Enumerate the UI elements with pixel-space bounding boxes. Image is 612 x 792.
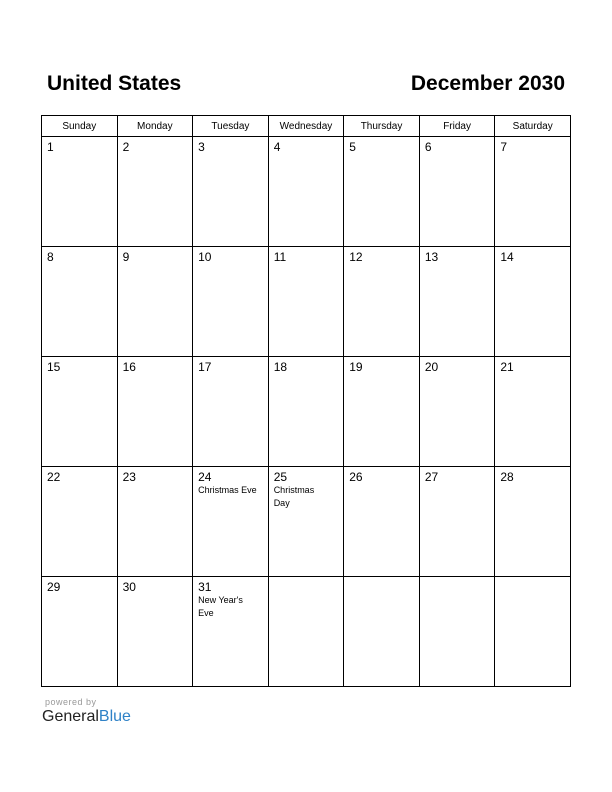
day-number: 5 — [349, 140, 356, 154]
day-cell — [419, 137, 495, 247]
day-number: 20 — [424, 360, 439, 374]
day-cell — [193, 247, 269, 357]
day-cell — [193, 357, 269, 467]
week-row — [42, 357, 571, 467]
weekday-header-row — [42, 116, 571, 137]
day-number: 24 — [198, 470, 212, 484]
month-year-title: December 2030 — [410, 72, 565, 95]
day-cell — [495, 137, 571, 247]
week-row — [42, 247, 571, 357]
day-number: 4 — [273, 140, 281, 154]
day-cell — [419, 247, 495, 357]
day-cell — [419, 467, 495, 577]
day-cell — [419, 357, 495, 467]
day-number: 30 — [122, 580, 136, 594]
day-number: 6 — [424, 140, 432, 154]
day-number: 29 — [47, 580, 61, 594]
day-number: 7 — [500, 140, 508, 154]
day-cell — [193, 467, 269, 577]
day-cell — [42, 137, 118, 247]
day-number: 26 — [349, 470, 363, 484]
day-cell — [495, 247, 571, 357]
day-cell — [268, 247, 344, 357]
day-number: 31 — [198, 580, 212, 594]
day-cell — [344, 357, 420, 467]
day-number: 15 — [47, 360, 61, 374]
week-row — [42, 577, 571, 687]
day-cell — [268, 467, 344, 577]
day-number: 8 — [47, 250, 54, 264]
holiday-label: Eve — [198, 608, 214, 618]
country-title: United States — [47, 72, 182, 95]
day-number: 27 — [424, 470, 439, 484]
weekday-header-friday: Friday — [419, 116, 495, 137]
day-number: 1 — [47, 140, 54, 154]
calendar-grid — [41, 115, 571, 687]
day-cell — [117, 137, 193, 247]
week-row — [42, 137, 571, 247]
holiday-label: Christmas — [273, 485, 315, 495]
day-cell — [117, 247, 193, 357]
weekday-header-monday: Monday — [117, 116, 193, 137]
day-cell — [495, 357, 571, 467]
empty-day-cell — [344, 577, 420, 687]
day-number: 13 — [424, 250, 439, 264]
weekday-header-thursday: Thursday — [344, 116, 420, 137]
day-number: 22 — [47, 470, 61, 484]
day-cell — [117, 467, 193, 577]
day-number: 17 — [198, 360, 212, 374]
day-number: 18 — [273, 360, 288, 374]
empty-day-cell — [268, 577, 344, 687]
weekday-header-tuesday: Tuesday — [193, 116, 269, 137]
day-cell — [268, 137, 344, 247]
day-number: 14 — [500, 250, 514, 264]
day-cell — [42, 467, 118, 577]
holiday-label: Christmas Eve — [198, 485, 257, 495]
day-cell — [495, 467, 571, 577]
day-number: 21 — [500, 360, 514, 374]
holiday-label: Day — [273, 498, 290, 508]
day-number: 9 — [122, 250, 130, 264]
day-number: 16 — [122, 360, 136, 374]
day-cell — [344, 247, 420, 357]
empty-day-cell — [419, 577, 495, 687]
day-number: 19 — [349, 360, 363, 374]
day-cell — [344, 467, 420, 577]
day-number: 10 — [198, 250, 212, 264]
day-cell — [117, 357, 193, 467]
day-cell — [193, 137, 269, 247]
day-cell — [42, 357, 118, 467]
weekday-header-sunday: Sunday — [42, 116, 118, 137]
day-cell — [42, 577, 118, 687]
day-cell — [117, 577, 193, 687]
holiday-label: New Year's — [198, 595, 243, 605]
week-row — [42, 467, 571, 577]
day-number: 12 — [349, 250, 363, 264]
day-number: 3 — [198, 140, 205, 154]
day-number: 28 — [500, 470, 514, 484]
day-number: 25 — [273, 470, 288, 484]
day-cell — [344, 137, 420, 247]
brand-name-part2: Blue — [98, 708, 131, 725]
powered-by-text: powered by — [45, 697, 97, 707]
day-number: 11 — [273, 250, 287, 264]
empty-day-cell — [495, 577, 571, 687]
day-cell — [268, 357, 344, 467]
day-number: 23 — [122, 470, 136, 484]
day-cell — [193, 577, 269, 687]
weekday-header-wednesday: Wednesday — [268, 116, 344, 137]
day-cell — [42, 247, 118, 357]
weekday-header-saturday: Saturday — [495, 116, 571, 137]
brand-logo[interactable] — [42, 708, 131, 726]
brand-name-part1: General — [42, 708, 99, 725]
day-number: 2 — [122, 140, 130, 154]
